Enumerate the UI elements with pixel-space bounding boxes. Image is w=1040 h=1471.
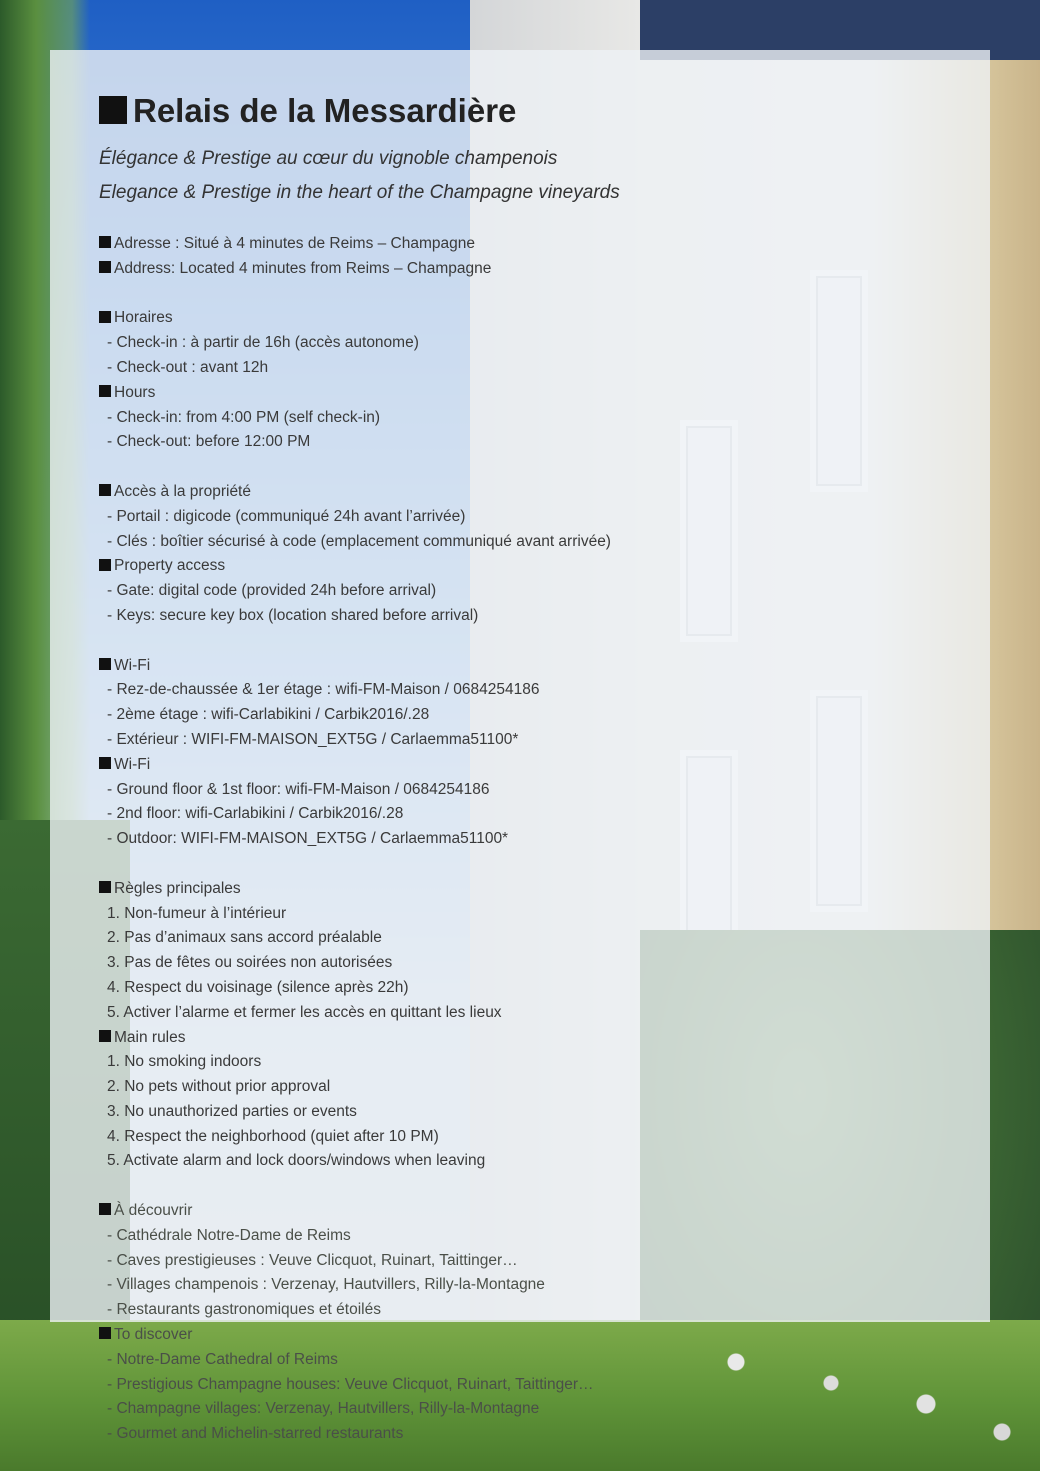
list-item: 2. Pas d’animaux sans accord préalable [107,929,382,947]
list-item: - Gourmet and Michelin-starred restaurants [107,1425,404,1443]
list-item: 1. Non-fumeur à l’intérieur [107,904,287,922]
list-item: - Keys: secure key box (location shared before arrival) [107,606,479,624]
section-heading-text: Wi-Fi [114,656,151,674]
info-section [99,232,989,282]
square-bullet-icon [99,484,111,496]
info-section [99,654,989,852]
list-item: - Extérieur : WIFI-FM-MAISON_EXT5G / Carlaemma51100* [107,730,519,748]
list-item: - Cathédrale Notre-Dame de Reims [107,1226,351,1244]
square-bullet-icon [99,385,111,397]
section-heading-text: À découvrir [114,1202,193,1220]
list-item: - Villages champenois : Verzenay, Hautvillers, Rilly-la-Montagne [107,1276,545,1294]
section-heading-text: Wi-Fi [114,755,151,773]
square-bullet-icon [99,658,111,670]
list-item: - Prestigious Champagne houses: Veuve Clicquot, Ruinart, Taittinger… [107,1375,594,1393]
square-bullet-icon [99,881,111,893]
list-item: - Clés : boîtier sécurisé à code (emplacement communiqué avant arrivée) [107,532,611,550]
list-item: 2. No pets without prior approval [107,1078,331,1096]
list-item: - Outdoor: WIFI-FM-MAISON_EXT5G / Carlaemma51100* [107,830,509,848]
square-bullet-icon [99,757,111,769]
list-item: - Check-out : avant 12h [107,358,269,376]
list-item: 3. Pas de fêtes ou soirées non autorisées [107,954,393,972]
info-section [99,877,989,1175]
square-bullet-icon [99,236,111,248]
section-heading [99,753,989,778]
list-item: - Check-out: before 12:00 PM [107,433,311,451]
title-text: Relais de la Messardière [133,92,517,129]
section-heading-text: Accès à la propriété [114,482,251,500]
list-item: - Check-in: from 4:00 PM (self check-in) [107,408,381,426]
info-section [99,1199,989,1447]
list-item: 5. Activer l’alarme et fermer les accès en quittant les lieux [107,1003,502,1021]
list-item: - 2nd floor: wifi-Carlabikini / Carbik2016/.28 [107,805,404,823]
section-heading-text: Property access [114,557,226,575]
square-bullet-icon [99,96,127,124]
sections-container [99,232,989,1447]
section-heading [99,1199,989,1224]
list-item: - Champagne villages: Verzenay, Hautvillers, Rilly-la-Montagne [107,1400,540,1418]
section-heading [99,554,989,579]
square-bullet-icon [99,261,111,273]
square-bullet-icon [99,1327,111,1339]
info-section [99,306,989,455]
list-item: 5. Activate alarm and lock doors/windows when leaving [107,1152,486,1170]
section-heading [99,654,989,679]
list-item: - Restaurants gastronomiques et étoilés [107,1301,381,1319]
section-heading-text: Address: Located 4 minutes from Reims – Champagne [114,259,492,277]
list-item: - Gate: digital code (provided 24h before arrival) [107,582,437,600]
page-title [99,90,989,134]
section-heading-text: Horaires [114,309,173,327]
section-heading-text: Règles principales [114,879,241,897]
section-heading [99,257,989,282]
section-heading-text: To discover [114,1326,193,1344]
square-bullet-icon [99,311,111,323]
list-item: 4. Respect the neighborhood (quiet after 10 PM) [107,1127,439,1145]
section-heading [99,232,989,257]
subtitle-french: Élégance & Prestige au cœur du vignoble champenois [99,148,558,169]
list-item: - Rez-de-chaussée & 1er étage : wifi-FM-Maison / 0684254186 [107,681,540,699]
section-heading [99,480,989,505]
list-item: - 2ème étage : wifi-Carlabikini / Carbik2016/.28 [107,706,430,724]
square-bullet-icon [99,1203,111,1215]
square-bullet-icon [99,559,111,571]
list-item: 1. No smoking indoors [107,1053,262,1071]
list-item: - Caves prestigieuses : Veuve Clicquot, Ruinart, Taittinger… [107,1251,518,1269]
list-item: - Portail : digicode (communiqué 24h avant l’arrivée) [107,507,466,525]
section-heading-text: Main rules [114,1028,186,1046]
section-heading [99,1323,989,1348]
list-item: - Check-in : à partir de 16h (accès autonome) [107,334,419,352]
section-heading-text: Adresse : Situé à 4 minutes de Reims – Champagne [114,235,475,252]
info-sheet [99,90,989,1447]
list-item: - Notre-Dame Cathedral of Reims [107,1350,338,1368]
list-item: 3. No unauthorized parties or events [107,1102,357,1120]
section-heading [99,306,989,331]
section-heading-text: Hours [114,383,156,401]
square-bullet-icon [99,1030,111,1042]
list-item: 4. Respect du voisinage (silence après 22h) [107,978,409,996]
subtitle-english: Elegance & Prestige in the heart of the Champagne vineyards [99,182,620,203]
section-heading [99,381,989,406]
section-heading [99,877,989,902]
list-item: - Ground floor & 1st floor: wifi-FM-Maison / 0684254186 [107,780,490,798]
info-section [99,480,989,629]
section-heading [99,1026,989,1051]
